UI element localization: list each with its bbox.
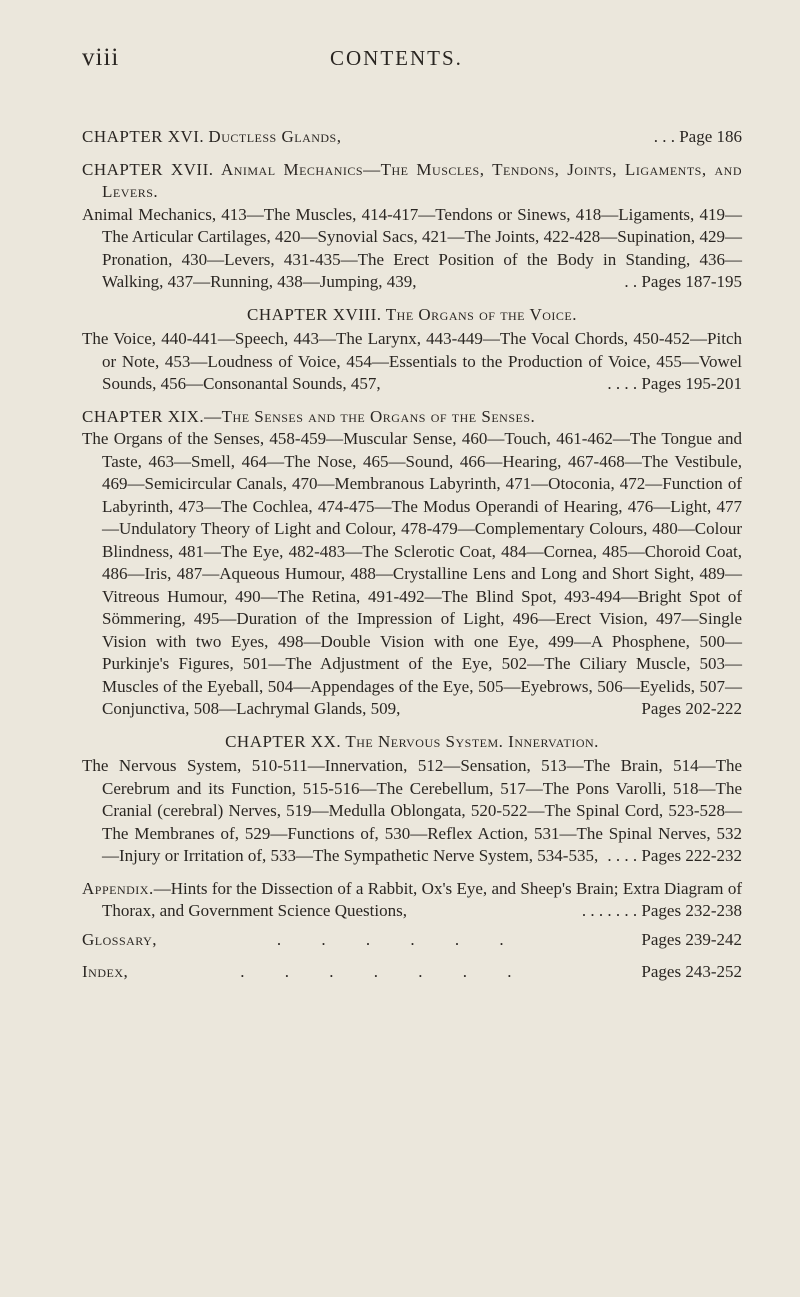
chapter-title: Animal Mechanics—The Muscles, Tendons, Joints, Ligaments, and Levers. xyxy=(102,159,742,201)
index-leader: . . . . . . . xyxy=(240,962,530,981)
index-label: Index, xyxy=(82,962,129,981)
chapter-summary xyxy=(82,328,742,396)
chapter-title: The Nervous System. Innervation. xyxy=(345,731,599,751)
chapter-entry-xvii xyxy=(82,159,742,294)
chapter-number: CHAPTER XVII. xyxy=(82,159,214,179)
chapter-summary xyxy=(82,755,742,868)
appendix-text: —Hints for the Dissection of a Rabbit, Ox's Eye, and Sheep's Brain; Extra Diagram of Thorax, and Government Science Questions, xyxy=(102,878,742,920)
chapter-title: The Senses and the Organs of the Senses. xyxy=(221,406,536,426)
chapter-heading xyxy=(82,304,742,327)
chapter-text: Animal Mechanics, 413—The Muscles, 414-417—Tendons or Sinews, 418—Ligaments, 419—The Articular Cartilages, 420—Synovial Sacs, 421—The Joints, 422-428—Supination, 429—Pronation, 430—Levers, 431-435—The Erect Position of the Body in Standing, 436—Walking, 437—Running, 438—Jumping, 439, xyxy=(82,204,742,291)
index-pages: Pages 243-252 xyxy=(641,962,742,981)
running-head xyxy=(82,44,740,74)
chapter-title: Ductless Glands, xyxy=(208,127,342,146)
chapter-entry-xix xyxy=(82,406,742,721)
running-title: CONTENTS. xyxy=(330,46,463,70)
appendix-pages: . . . . . . . Pages 232-238 xyxy=(581,901,742,920)
chapter-number: CHAPTER XX. xyxy=(225,731,342,751)
glossary-label: Glossary, xyxy=(82,929,158,949)
chapter-summary xyxy=(82,428,742,721)
appendix-label: Appendix. xyxy=(82,878,154,898)
chapter-number: CHAPTER XIX.— xyxy=(82,406,222,426)
chapter-number: CHAPTER XVIII. xyxy=(247,304,382,324)
chapter-pages: . . Pages 187-195 xyxy=(624,272,742,291)
chapter-pages: . . . . Pages 222-232 xyxy=(607,846,742,865)
chapter-text: The Organs of the Senses, 458-459—Muscular Sense, 460—Touch, 461-462—The Tongue and Taste, 463—Smell, 464—The Nose, 465—Sound, 466—Hearing, 467-468—The Vestibule, 469—Semicircular Canals, 470—Membranous Labyrinth, 471—Otoconia, 472—Function of Labyrinth, 473—The Cochlea, 474-475—The Modus Operandi of Hearing, 476—Light, 477—Undulatory Theory of Light and Colour, 478-479—Complementary Colours, 480—Colour Blindness, 481—The Eye, 482-483—The Sclerotic Coat, 484—Cornea, 485—Choroid Coat, 486—Iris, 487—Aqueous Humour, 488—Crystalline Lens and Long and Short Sight, 489—Vitreous Humour, 490—The Retina, 491-492—The Blind Spot, 493-494—Bright Spot of Sömmering, 495—Duration of the Impression of Light, 496—Erect Vision, 497—Single Vision with two Eyes, 498—Double Vision with one Eye, 499—A Phosphene, 500—Purkinje's Figures, 501—The Adjustment of the Eye, 502—The Ciliary Muscle, 503—Muscles of the Eyeball, 504—Appendages of the Eye, 505—Eyebrows, 506—Eyelids, 507—Conjunctiva, 508—Lachrymal Glands, 509, xyxy=(82,429,742,718)
glossary-entry xyxy=(82,929,742,952)
chapter-text: The Voice, 440-441—Speech, 443—The Larynx, 443-449—The Vocal Chords, 450-452—Pitch or Note, 453—Loudness of Voice, 454—Essentials to the Production of Voice, 455—Vowel Sounds, 456—Consonantal Sounds, 457, xyxy=(82,329,742,393)
chapter-heading xyxy=(82,731,742,754)
chapter-summary xyxy=(82,204,742,294)
glossary-pages: Pages 239-242 xyxy=(641,929,742,949)
chapter-pages: . . . Page 186 xyxy=(653,127,742,146)
chapter-heading xyxy=(82,159,742,204)
chapter-entry-xx xyxy=(82,731,742,868)
chapter-heading xyxy=(82,406,742,429)
appendix-entry xyxy=(82,878,742,923)
chapter-text: The Nervous System, 510-511—Innervation, 512—Sensation, 513—The Brain, 514—The Cerebrum and its Function, 515-516—The Cerebellum, 517—The Pons Varolli, 518—The Cranial (cerebral) Nerves, 519—Medulla Oblongata, 520-522—The Spinal Cord, 523-528—The Membranes of, 529—Functions of, 530—Reflex Action, 531—The Spinal Nerves, 532—Injury or Irritation of, 533—The Sympathetic Nerve System, 534-535, xyxy=(82,756,742,865)
chapter-number: CHAPTER XVI. xyxy=(82,127,205,146)
glossary-leader: . . . . . . xyxy=(276,929,522,949)
chapter-pages: . . . . Pages 195-201 xyxy=(607,374,742,393)
index-entry xyxy=(82,961,742,984)
contents-list xyxy=(82,126,742,994)
chapter-title: The Organs of the Voice. xyxy=(385,304,577,324)
chapter-entry-xviii xyxy=(82,304,742,396)
chapter-pages: Pages 202-222 xyxy=(641,699,742,718)
chapter-entry-xvi xyxy=(82,126,742,149)
page-number: viii xyxy=(82,44,120,71)
